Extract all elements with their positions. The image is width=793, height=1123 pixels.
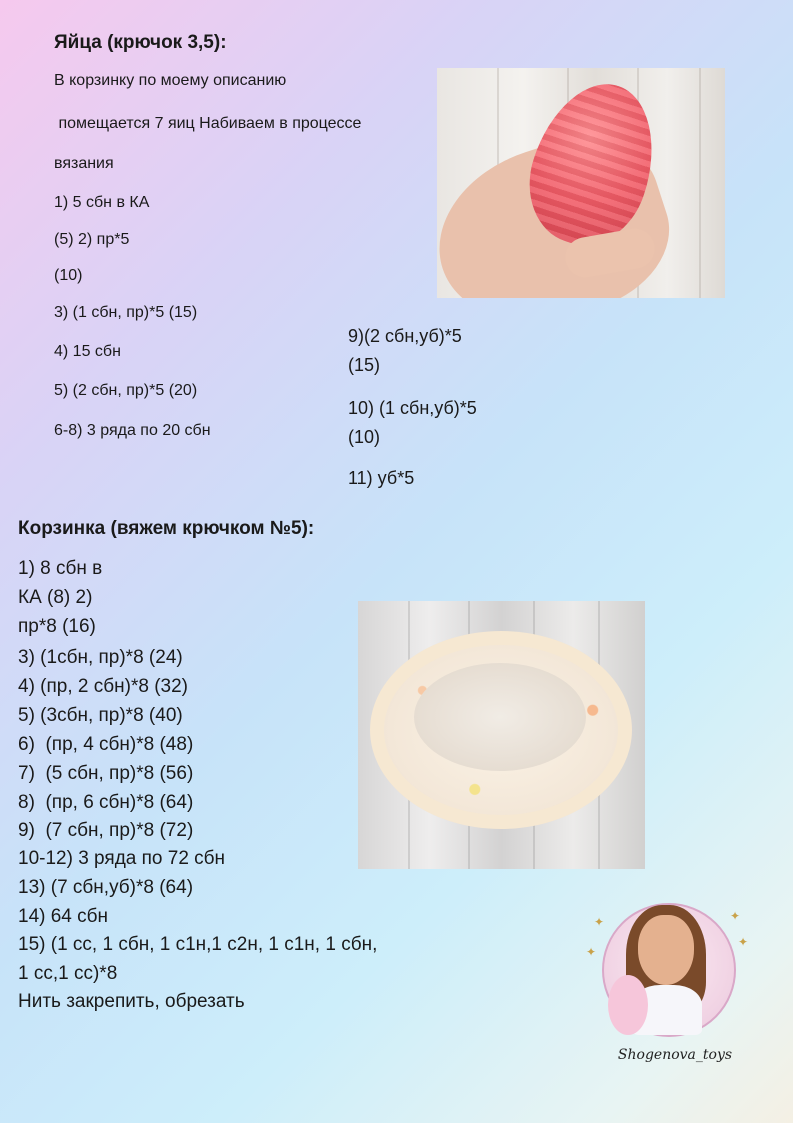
logo-face	[638, 915, 694, 985]
egg-row: 4) 15 сбн	[54, 343, 121, 360]
basket-row: 1 сс,1 сс)*8	[18, 963, 118, 984]
basket-row: 13) (7 сбн,уб)*8 (64)	[18, 877, 194, 898]
basket-row: 6) (пр, 4 сбн)*8 (48)	[18, 734, 194, 755]
basket-row: 15) (1 сс, 1 сбн, 1 с1н,1 с2н, 1 с1н, 1 сбн,	[18, 934, 378, 955]
egg-row: 9)(2 сбн,уб)*5	[348, 326, 462, 346]
egg-row: (10)	[54, 267, 83, 284]
logo-text: Shogenova_toys	[617, 1047, 733, 1063]
egg-row: 5) (2 сбн, пр)*5 (20)	[54, 382, 198, 399]
egg-row: 3) (1 сбн, пр)*5 (15)	[54, 304, 198, 321]
egg-row: 10) (1 сбн,уб)*5	[348, 398, 477, 418]
basket-row: 8) (пр, 6 сбн)*8 (64)	[18, 792, 194, 813]
basket-row: 14) 64 сбн	[18, 906, 109, 927]
bunny-icon	[608, 975, 648, 1035]
basket-row: 5) (3сбн, пр)*8 (40)	[18, 705, 183, 726]
basket-photo	[358, 601, 645, 869]
basket-row: КА (8) 2)	[18, 587, 93, 608]
basket-row: Нить закрепить, обрезать	[18, 991, 245, 1012]
basket-row: 7) (5 сбн, пр)*8 (56)	[18, 763, 194, 784]
basket-row: 1) 8 сбн в	[18, 558, 103, 579]
star-icon: ✦	[594, 915, 605, 929]
eggs-intro-line-2: помещается 7 яиц Набиваем в процессе	[54, 115, 362, 132]
brand-logo	[580, 895, 750, 1075]
basket-row: 9) (7 сбн, пр)*8 (72)	[18, 820, 194, 841]
basket-row: 4) (пр, 2 сбн)*8 (32)	[18, 676, 188, 697]
egg-row: (5) 2) пр*5	[54, 231, 130, 248]
basket-inner-shape	[414, 663, 586, 771]
basket-row: 10-12) 3 ряда по 72 сбн	[18, 848, 226, 869]
egg-row: (10)	[348, 427, 381, 447]
egg-row: 6-8) 3 ряда по 20 сбн	[54, 422, 211, 439]
basket-row: пр*8 (16)	[18, 616, 96, 637]
egg-row: 1) 5 сбн в КА	[54, 194, 150, 211]
basket-title: Корзинка (вяжем крючком №5):	[18, 518, 315, 539]
egg-row: (15)	[348, 355, 381, 375]
eggs-intro-line-1: В корзинку по моему описанию	[54, 72, 287, 89]
star-icon: ✦	[730, 909, 741, 923]
eggs-intro-line-3: вязания	[54, 155, 114, 172]
egg-photo	[437, 68, 725, 298]
star-icon: ✦	[738, 935, 749, 949]
eggs-title: Яйца (крючок 3,5):	[54, 32, 227, 53]
basket-row: 3) (1сбн, пр)*8 (24)	[18, 647, 183, 668]
egg-row: 11) уб*5	[348, 468, 415, 488]
star-icon: ✦	[586, 945, 597, 959]
